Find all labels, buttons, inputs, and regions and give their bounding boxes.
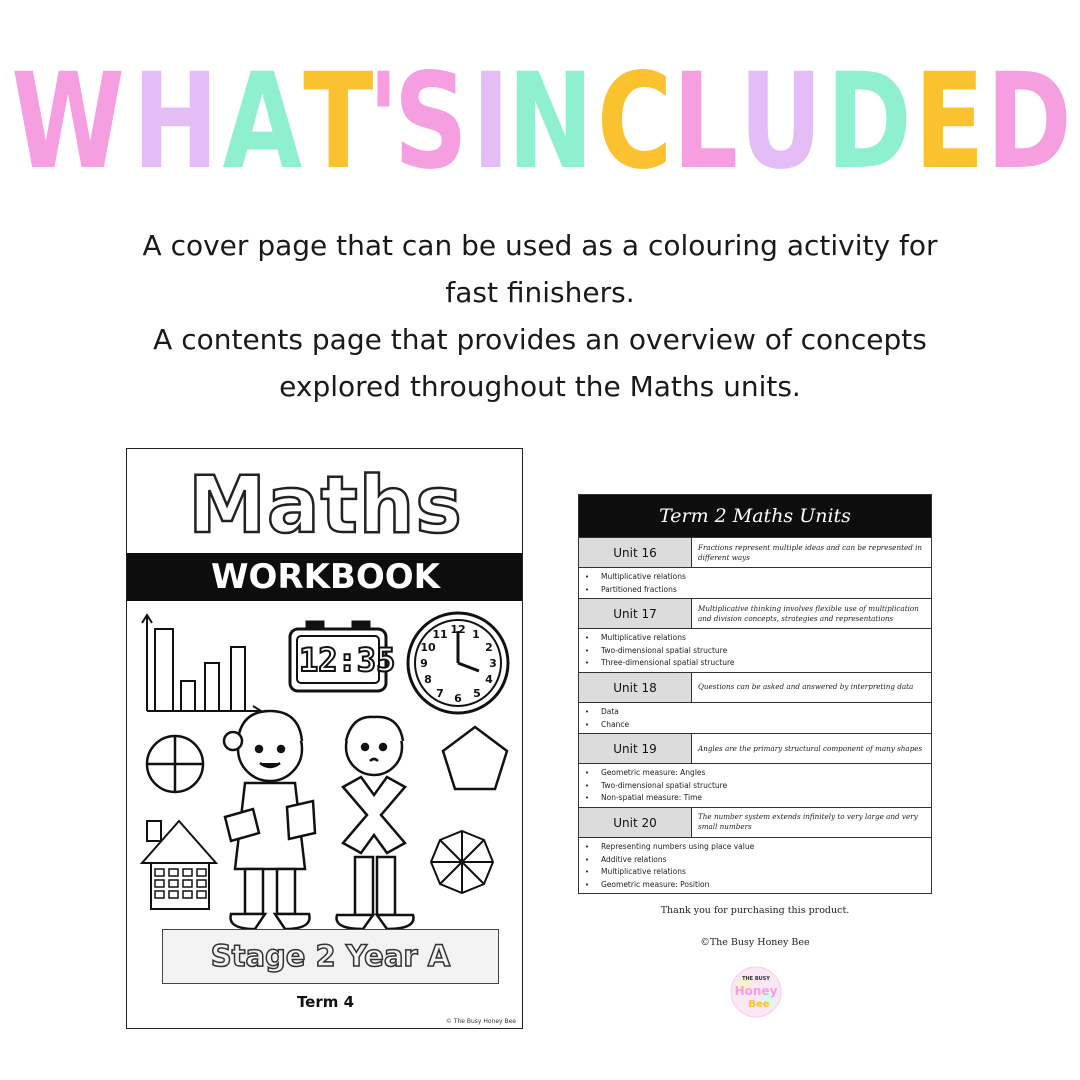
- unit-topic: • Multiplicative relations: [585, 571, 931, 584]
- description-line: explored throughout the Maths units.: [279, 370, 801, 403]
- svg-text:2: 2: [485, 641, 493, 654]
- stage-label: Stage 2 Year A: [210, 939, 451, 973]
- unit-description: The number system extends infinitely to very large and very small numbers: [698, 812, 918, 832]
- unit-row: [579, 733, 931, 763]
- units-list: [579, 537, 931, 893]
- svg-text:10: 10: [420, 641, 436, 654]
- unit-row: [579, 537, 931, 567]
- unit-description: Questions can be asked and answered by interpreting data: [698, 682, 914, 692]
- svg-text:8: 8: [424, 673, 432, 686]
- description: [70, 222, 1010, 410]
- headline-letter: H: [132, 45, 221, 199]
- svg-text:9: 9: [420, 657, 428, 670]
- svg-text:11: 11: [432, 628, 448, 641]
- unit-name: Unit 20: [579, 808, 692, 837]
- unit-row: [579, 598, 931, 628]
- unit-name: Unit 19: [579, 734, 692, 763]
- svg-text:5: 5: [473, 687, 481, 700]
- svg-text:6: 6: [454, 692, 462, 705]
- unit-topic: • Geometric measure: Angles: [585, 767, 931, 780]
- unit-topic: • Non-spatial measure: Time: [585, 792, 931, 805]
- svg-text:3: 3: [489, 657, 497, 670]
- cover-subtitle-bar: WORKBOOK: [127, 553, 523, 601]
- contents-heading: Term 2 Maths Units: [579, 495, 931, 537]
- unit-name: Unit 17: [579, 599, 692, 628]
- unit-topic: • Two-dimensional spatial structure: [585, 645, 931, 658]
- octagon-pie-icon: [431, 831, 493, 893]
- headline-letter: L: [672, 45, 740, 199]
- unit-topic: • Multiplicative relations: [585, 632, 931, 645]
- logo-line-3: Bee: [748, 999, 770, 1010]
- boy-figure-icon: [337, 717, 414, 929]
- unit-topic: • Three-dimensional spatial structure: [585, 657, 931, 670]
- bar-graph-icon: [142, 615, 261, 716]
- unit-topic: • Two-dimensional spatial structure: [585, 780, 931, 793]
- busy-honey-bee-logo-icon: [729, 965, 783, 1019]
- unit-topic-list: [579, 628, 931, 672]
- unit-topic: • Geometric measure: Position: [585, 879, 931, 892]
- cover-copyright: © The Busy Honey Bee: [445, 1018, 516, 1025]
- pentagon-icon: [443, 727, 507, 789]
- unit-row: [579, 672, 931, 702]
- headline-letter: D: [986, 45, 1074, 199]
- svg-text:7: 7: [436, 687, 444, 700]
- page-headline: [0, 42, 1080, 202]
- unit-topic: • Chance: [585, 719, 931, 732]
- svg-text:12: 12: [450, 623, 466, 636]
- unit-topic: • Multiplicative relations: [585, 866, 931, 879]
- headline-letter: D: [826, 45, 914, 199]
- girl-figure-icon: [224, 711, 315, 929]
- thank-you-note: Thank you for purchasing this product.: [660, 905, 850, 916]
- unit-description: Angles are the primary structural component of many shapes: [698, 743, 923, 753]
- headline-letter: E: [913, 45, 986, 199]
- headline-letter: T: [302, 45, 375, 199]
- unit-description: Multiplicative thinking involves flexible use of multiplication and division concepts, strategies and representations: [698, 603, 919, 623]
- unit-topic-list: [579, 567, 931, 598]
- svg-text:4: 4: [485, 673, 493, 686]
- unit-topic: • Additive relations: [585, 854, 931, 867]
- headline-letter: A: [222, 45, 304, 199]
- term-label: Term 4: [296, 993, 355, 1011]
- unit-description: Fractions represent multiple ideas and can be represented in different ways: [698, 542, 923, 562]
- brand-copyright: ©The Busy Honey Bee: [700, 937, 810, 948]
- contents-page-preview: [578, 494, 932, 894]
- cover-title: Maths: [188, 461, 463, 551]
- description-line: A cover page that can be used as a colouring activity for: [142, 229, 938, 262]
- headline-letter: W: [10, 45, 126, 199]
- analog-clock-icon: [408, 613, 508, 713]
- fraction-circle-icon: [147, 736, 203, 792]
- description-line: A contents page that provides an overview of concepts: [153, 323, 927, 356]
- logo-line-2: Honey: [734, 984, 778, 998]
- headline-letter: ': [367, 45, 401, 199]
- description-line: fast finishers.: [445, 276, 635, 309]
- unit-name: Unit 16: [579, 538, 692, 567]
- unit-topic: • Partitioned fractions: [585, 584, 931, 597]
- digital-clock-time: 12:35: [299, 641, 396, 679]
- unit-row: [579, 807, 931, 837]
- stage-label-box: [162, 929, 499, 984]
- unit-topic: • Data: [585, 706, 931, 719]
- unit-topic-list: [579, 837, 931, 893]
- unit-topic-list: [579, 763, 931, 807]
- headline-letter: N: [507, 45, 596, 199]
- unit-name: Unit 18: [579, 673, 692, 702]
- headline-letter: C: [596, 45, 674, 199]
- svg-text:1: 1: [472, 628, 480, 641]
- headline-letter: S: [393, 45, 470, 199]
- unit-topic: • Representing numbers using place value: [585, 841, 931, 854]
- headline-letter: U: [738, 45, 825, 199]
- house-icon: [142, 821, 216, 909]
- headline-letter: I: [471, 45, 512, 199]
- unit-topic-list: [579, 702, 931, 733]
- cover-page-preview: [126, 448, 523, 1029]
- logo-line-1: THE BUSY: [742, 976, 770, 982]
